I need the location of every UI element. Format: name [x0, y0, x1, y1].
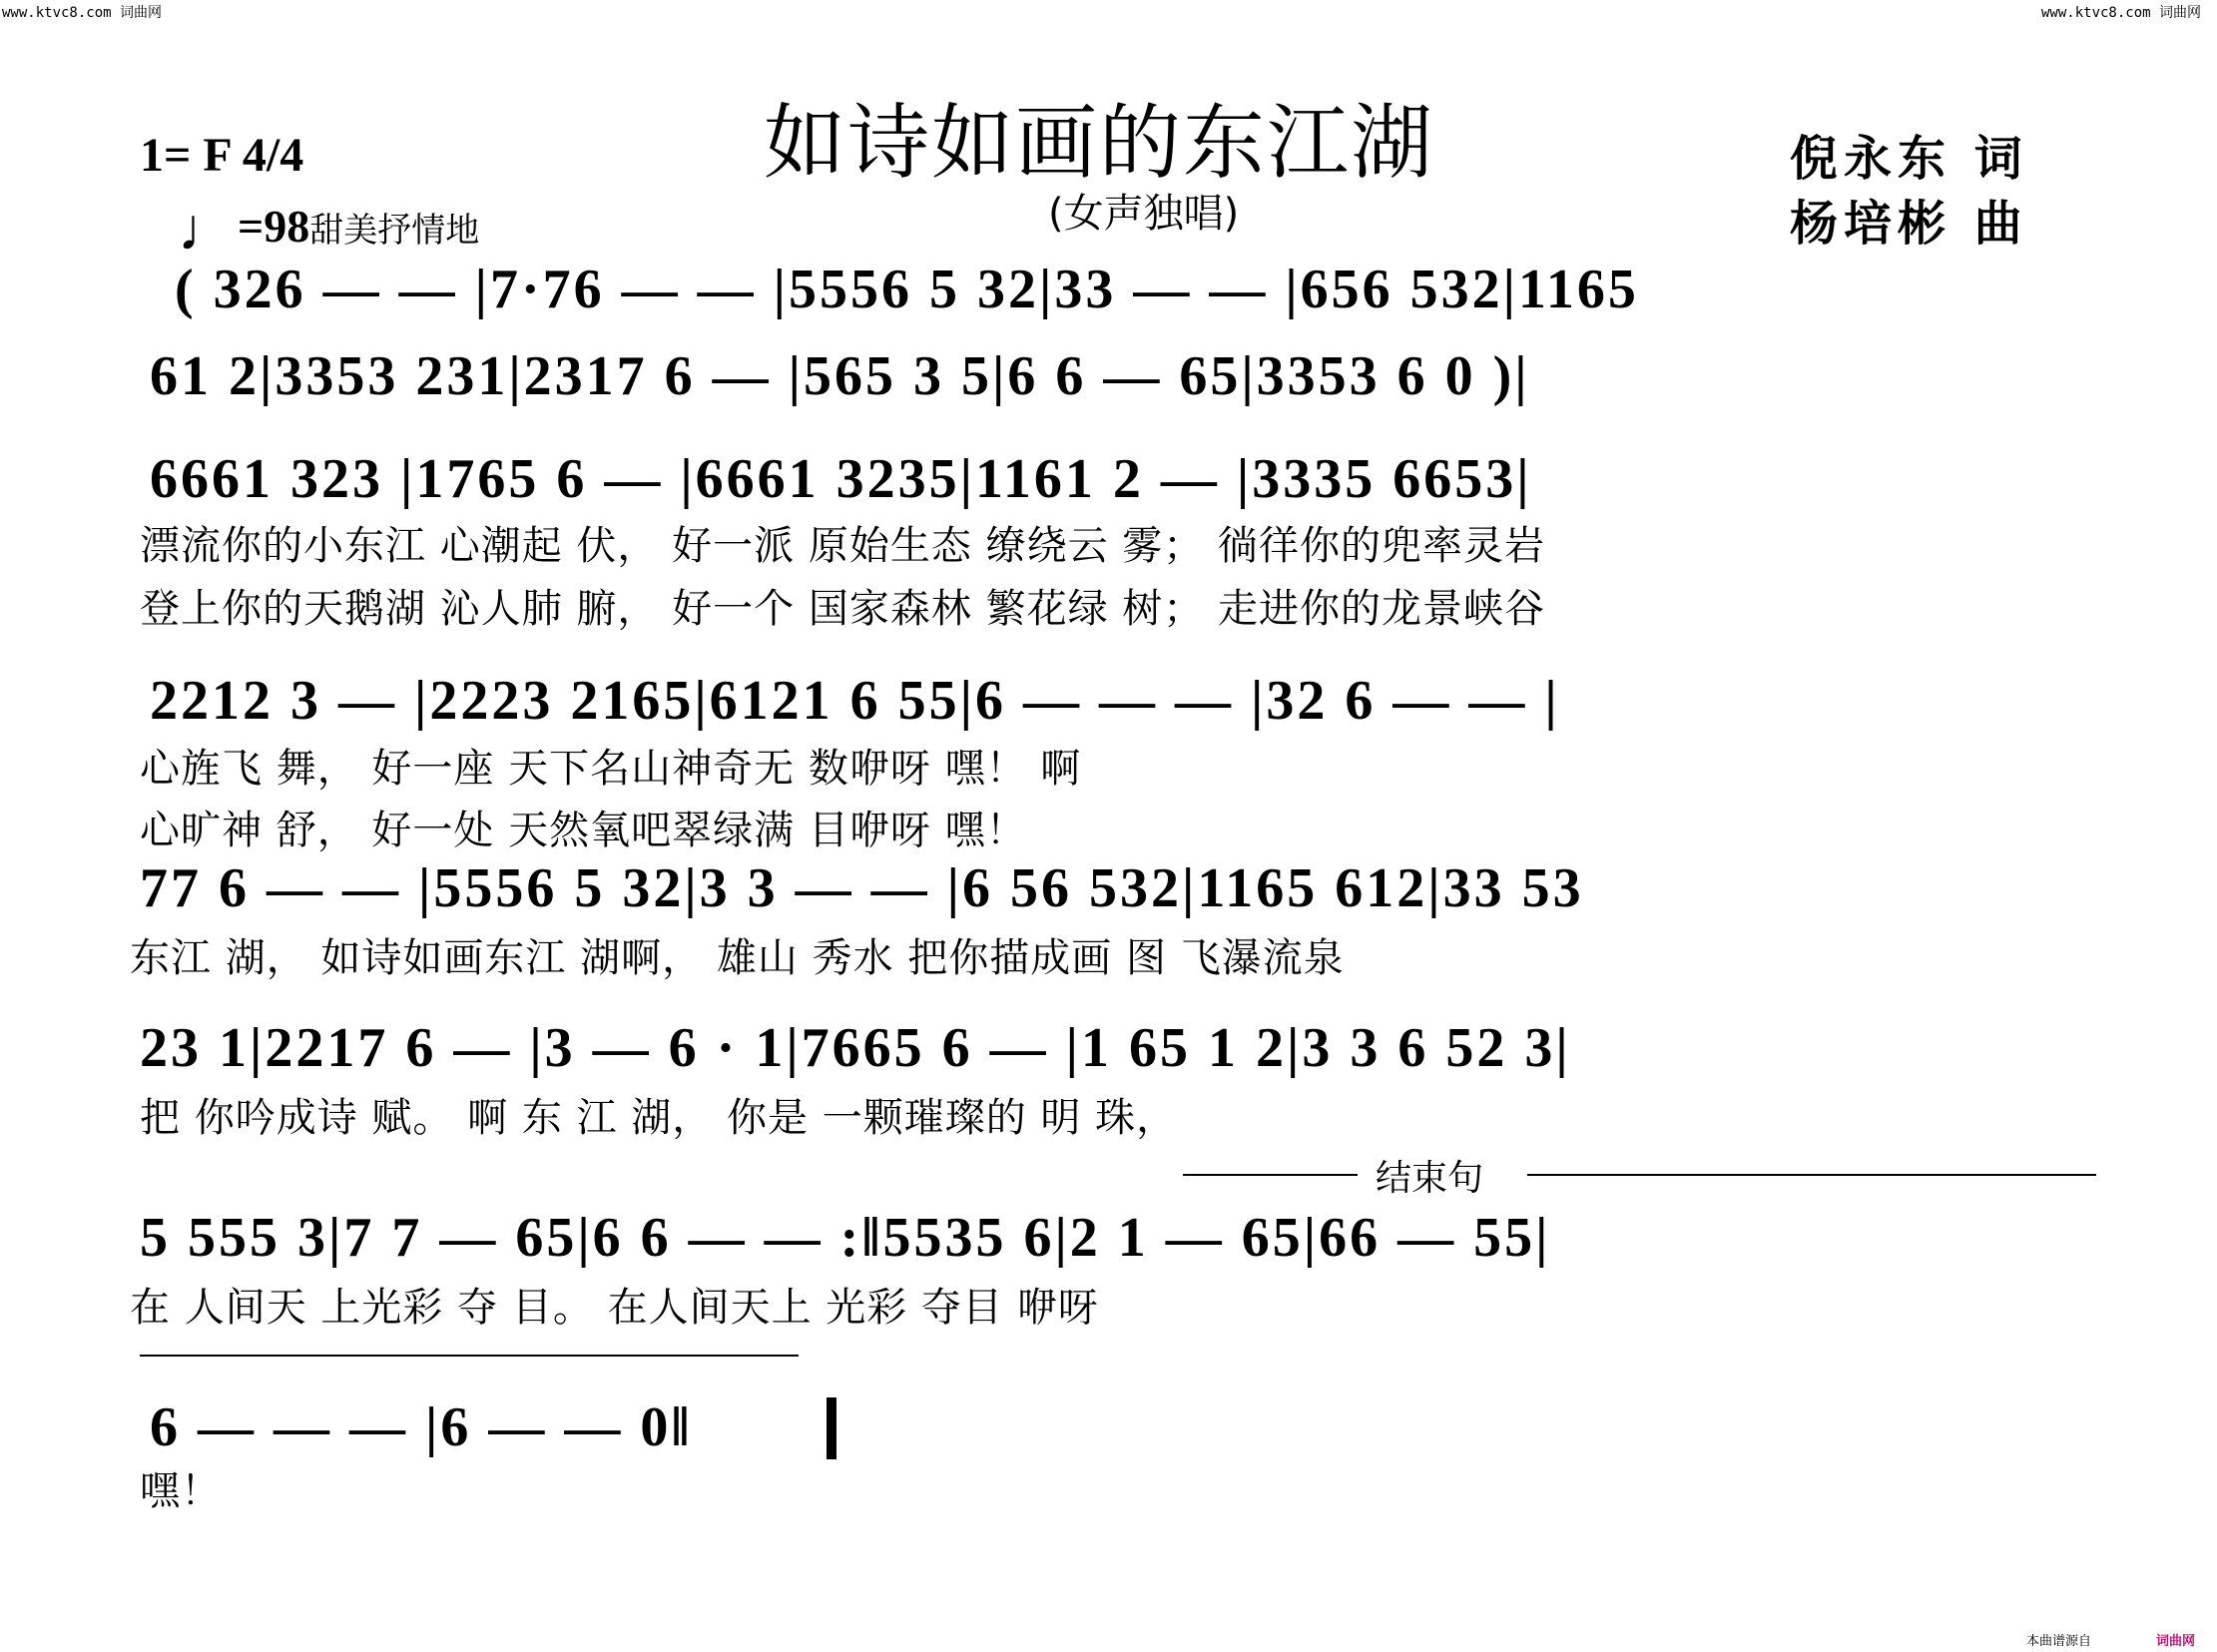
ending-rule-right	[1527, 1174, 2096, 1176]
ending-rule-left	[1183, 1174, 1358, 1176]
lyric-line-4-verse-1: 心旌飞 舞， 好一座 天下名山神奇无 数咿呀 嘿！ 啊	[140, 746, 1082, 792]
lyric-line-5: 东江 湖， 如诗如画东江 湖啊， 雄山 秀水 把你描成画 图 飞瀑流泉	[130, 935, 1345, 981]
notation-line-7: 5 555 3|7 7 — 65|6 6 — — :‖5535 6|2 1 — 65|66 — 55|	[140, 1207, 1551, 1269]
lyric-line-3-verse-2: 登上你的天鹅湖 沁人肺 腑， 好一个 国家森林 繁花绿 树； 走进你的龙景峡谷	[140, 586, 1546, 632]
footer-source: 本曲谱源自	[2026, 1634, 2092, 1649]
lyricist-credit: 倪永东 词	[1790, 131, 2028, 187]
tempo-marking	[178, 188, 480, 263]
notation-line-2: 61 2|3353 231|2317 6 — |565 3 5|6 6 — 65|3353 6 0 )|	[150, 345, 1530, 407]
ending-label: 结束句	[1376, 1158, 1484, 1199]
lyric-line-6: 把 你吟成诗 赋。 啊 东 江 湖， 你是 一颗璀璨的 明 珠，	[140, 1095, 1178, 1141]
tempo-value: =98	[238, 201, 310, 252]
notation-line-6: 23 1|2217 6 — |3 — 6 · 1|7665 6 — |1 65 1 2|3 3 6 52 3|	[140, 1017, 1571, 1079]
notation-line-1: ( 326 — — |7·76 — — |5556 5 32|33 — — |656 532|1165	[175, 259, 1639, 320]
footer-site-link[interactable]: 词曲网	[2156, 1634, 2196, 1649]
song-title: 如诗如画的东江湖	[764, 96, 1435, 191]
final-barline	[827, 1397, 836, 1459]
key-signature: 1= F 4/4	[140, 129, 304, 182]
song-subtitle: (女声独唱)	[1048, 191, 1240, 237]
notation-line-5: 77 6 — — |5556 5 32|3 3 — — |6 56 532|1165 612|33 53	[140, 857, 1584, 919]
lyric-line-7: 在 人间天 上光彩 夺 目。 在人间天上 光彩 夺目 咿呀	[130, 1285, 1099, 1331]
composer-credit: 杨培彬 曲	[1790, 196, 2028, 252]
tempo-expression: 甜美抒情地	[309, 211, 480, 251]
watermark-left: www.ktvc8.com 词曲网	[2, 5, 163, 21]
watermark-right: www.ktvc8.com 词曲网	[2041, 5, 2202, 21]
quarter-note-icon: ♩	[178, 197, 238, 263]
lyric-line-8: 嘿！	[140, 1468, 222, 1514]
lyric-line-3-verse-1: 漂流你的小东江 心潮起 伏， 好一派 原始生态 缭绕云 雾； 徜徉你的兜率灵岩	[140, 523, 1546, 569]
line-7-underline	[140, 1355, 799, 1357]
notation-line-8: 6 — — — |6 — — 0‖	[150, 1396, 693, 1458]
lyric-line-4-verse-2: 心旷神 舒， 好一处 天然氧吧翠绿满 目咿呀 嘿！	[140, 808, 1027, 853]
notation-line-3: 6661 323 |1765 6 — |6661 3235|1161 2 — |3335 6653|	[150, 448, 1532, 510]
notation-line-4: 2212 3 — |2223 2165|6121 6 55|6 — — — |32 6 — — |	[150, 670, 1560, 732]
